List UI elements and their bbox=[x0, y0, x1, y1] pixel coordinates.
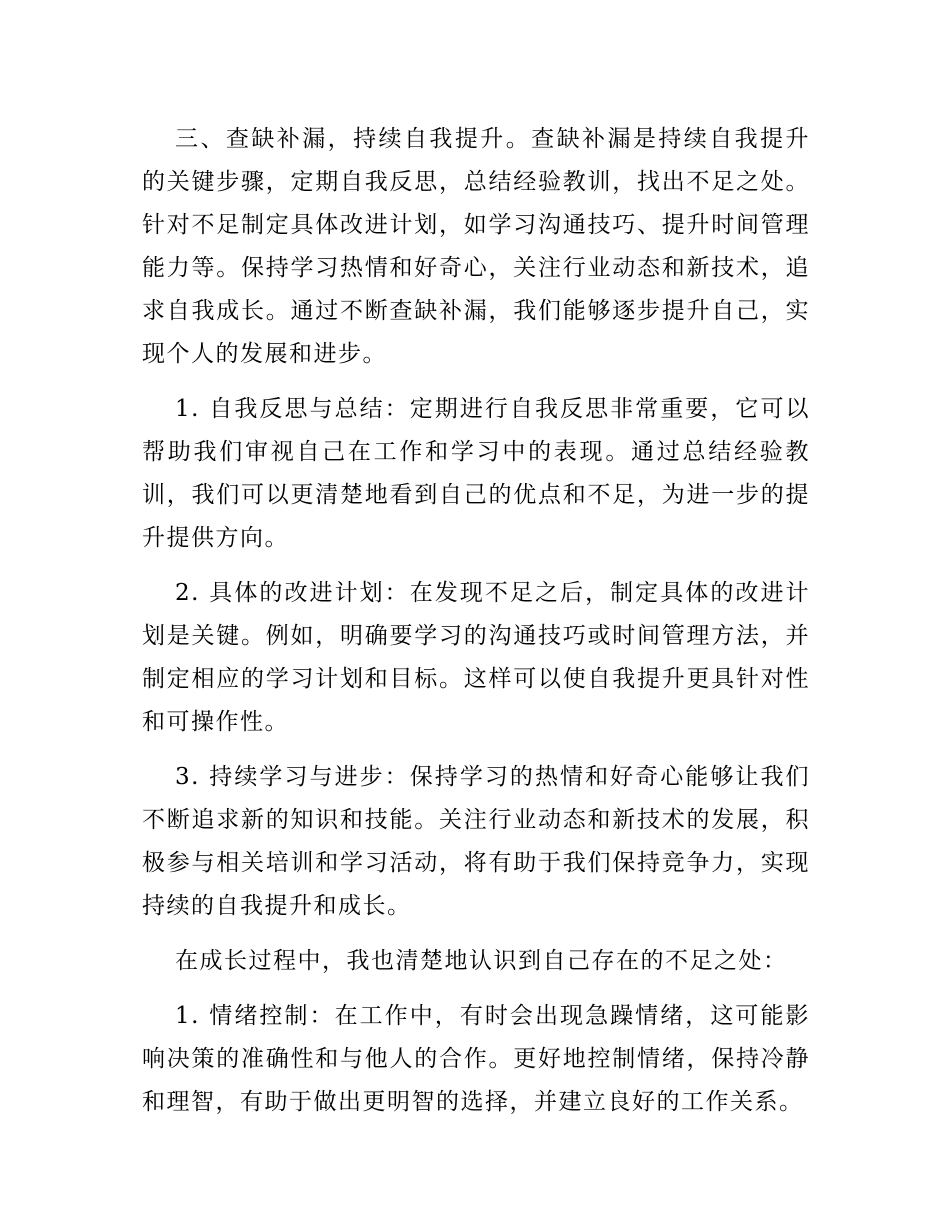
document-body bbox=[142, 118, 810, 1124]
paragraph-item-self-reflection: 1. 自我反思与总结：定期进行自我反思非常重要，它可以帮助我们审视自己在工作和学习中的表现。通过总结经验教训，我们可以更清楚地看到自己的优点和不足，为进一步的提升提供方向。 bbox=[142, 396, 810, 551]
paragraph-shortcomings-intro: 在成长过程中，我也清楚地认识到自己存在的不足之处： bbox=[175, 948, 788, 974]
paragraph-item-emotion-control: 1. 情绪控制：在工作中，有时会出现急躁情绪，这可能影响决策的准确性和与他人的合作。更好地控制情绪，保持冷静和理智，有助于做出更明智的选择，并建立良好的工作关系。 bbox=[142, 1003, 810, 1115]
paragraph-item-continuous-learning: 3. 持续学习与进步：保持学习的热情和好奇心能够让我们不断追求新的知识和技能。关注行业动态和新技术的发展，积极参与相关培训和学习活动，将有助于我们保持竞争力，实现持续的自我提升和成长。 bbox=[142, 764, 810, 919]
paragraph-item-improvement-plan: 2. 具体的改进计划：在发现不足之后，制定具体的改进计划是关键。例如，明确要学习的沟通技巧或时间管理方法，并制定相应的学习计划和目标。这样可以使自我提升更具针对性和可操作性。 bbox=[142, 580, 810, 735]
paragraph-section-three: 三、查缺补漏，持续自我提升。查缺补漏是持续自我提升的关键步骤，定期自我反思，总结经验教训，找出不足之处。针对不足制定具体改进计划，如学习沟通技巧、提升时间管理能力等。保持学习热情和好奇心，关注行业动态和新技术，追求自我成长。通过不断查缺补漏，我们能够逐步提升自己，实现个人的发展和进步。 bbox=[142, 126, 810, 367]
